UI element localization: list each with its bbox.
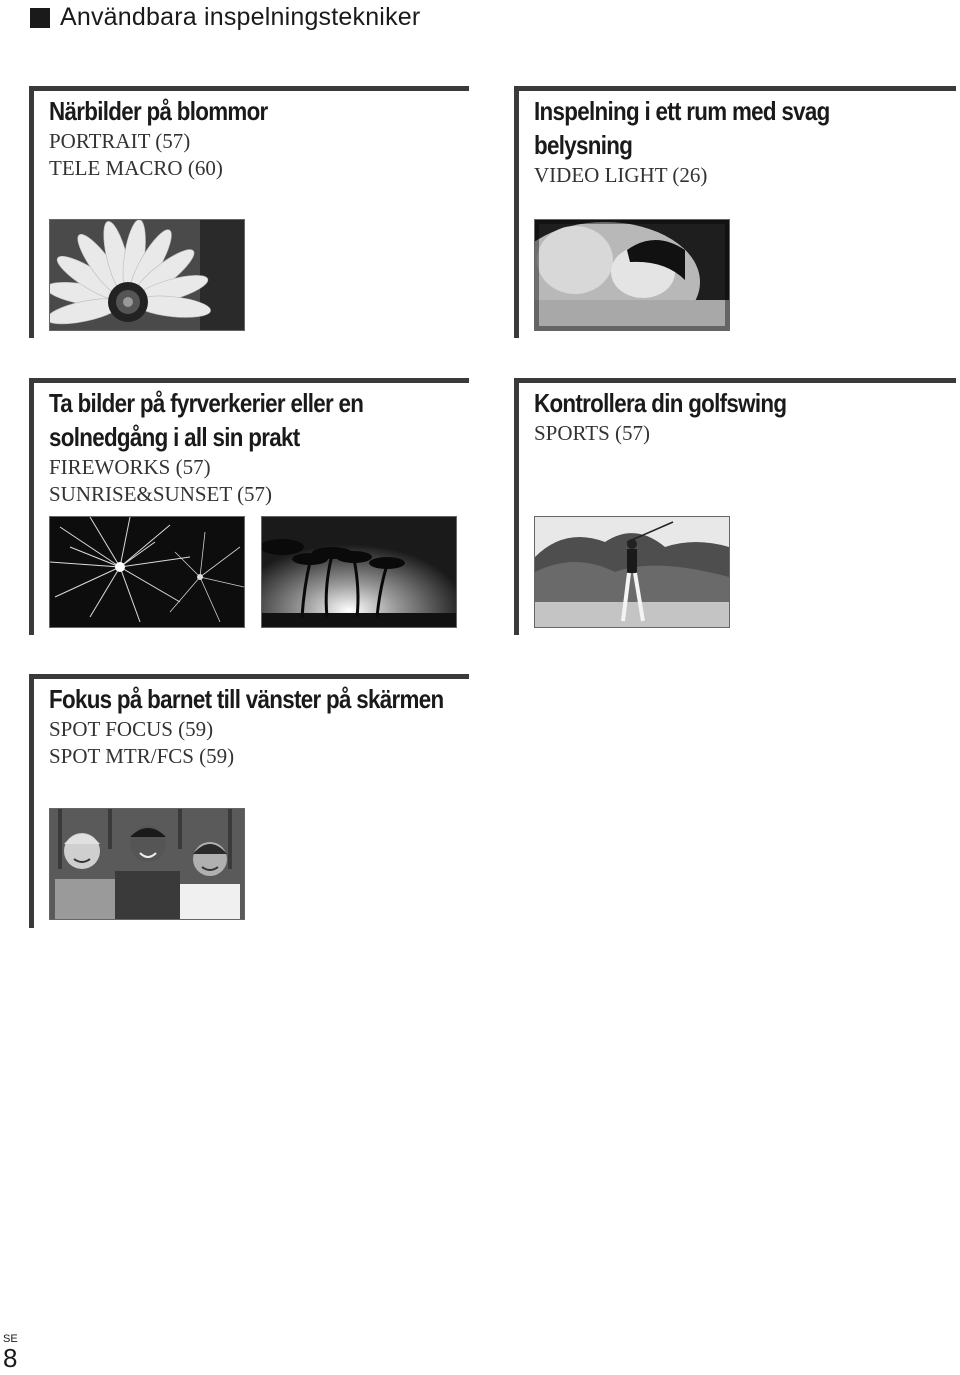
fireworks-photo — [49, 516, 245, 628]
block-text — [49, 386, 414, 508]
block-top-rule — [514, 86, 956, 91]
block-text — [49, 682, 508, 770]
sunset-palms-photo — [261, 516, 457, 628]
page-number: 8 — [3, 1343, 18, 1373]
technique-block-fireworks — [29, 378, 469, 635]
block-side-rule — [29, 378, 34, 635]
block-top-rule — [29, 378, 469, 383]
page-footer — [3, 1333, 18, 1371]
mode-reference: SPORTS (57) — [534, 421, 651, 445]
technique-block-flowers — [29, 86, 469, 338]
technique-heading: Kontrollera din golfswing — [534, 388, 787, 418]
golfer-photo — [534, 516, 730, 628]
block-top-rule — [29, 674, 469, 679]
section-header — [30, 3, 420, 32]
sleeping-child-photo — [534, 219, 730, 331]
block-top-rule — [29, 86, 469, 91]
mode-reference: SUNRISE&SUNSET (57) — [49, 482, 273, 506]
block-text — [49, 94, 303, 182]
mode-reference: TELE MACRO (60) — [49, 156, 223, 180]
block-side-rule — [514, 378, 519, 635]
technique-heading: solnedgång i all sin prakt — [49, 422, 300, 452]
block-side-rule — [514, 86, 519, 338]
technique-block-golf — [514, 378, 956, 635]
technique-heading: Närbilder på blommor — [49, 96, 268, 126]
technique-heading: Inspelning i ett rum med svag — [534, 96, 830, 126]
section-square-icon — [30, 8, 50, 28]
technique-heading: Fokus på barnet till vänster på skärmen — [49, 684, 444, 714]
mode-reference: SPOT MTR/FCS (59) — [49, 744, 235, 768]
technique-heading: belysning — [534, 130, 633, 160]
section-title: Användbara inspelningstekniker — [60, 3, 421, 31]
mode-reference: VIDEO LIGHT (26) — [534, 163, 708, 187]
block-text — [534, 386, 827, 447]
language-code: SE — [3, 1333, 18, 1345]
technique-block-spot-focus — [29, 674, 469, 928]
block-top-rule — [514, 378, 956, 383]
mode-reference: PORTRAIT (57) — [49, 129, 191, 153]
mode-reference: FIREWORKS (57) — [49, 455, 211, 479]
three-children-photo — [49, 808, 245, 920]
block-side-rule — [29, 86, 34, 338]
flower-photo — [49, 219, 245, 331]
block-text — [534, 94, 878, 189]
technique-heading: Ta bilder på fyrverkerier eller en — [49, 388, 364, 418]
block-side-rule — [29, 674, 34, 928]
technique-block-low-light — [514, 86, 956, 338]
mode-reference: SPOT FOCUS (59) — [49, 717, 214, 741]
